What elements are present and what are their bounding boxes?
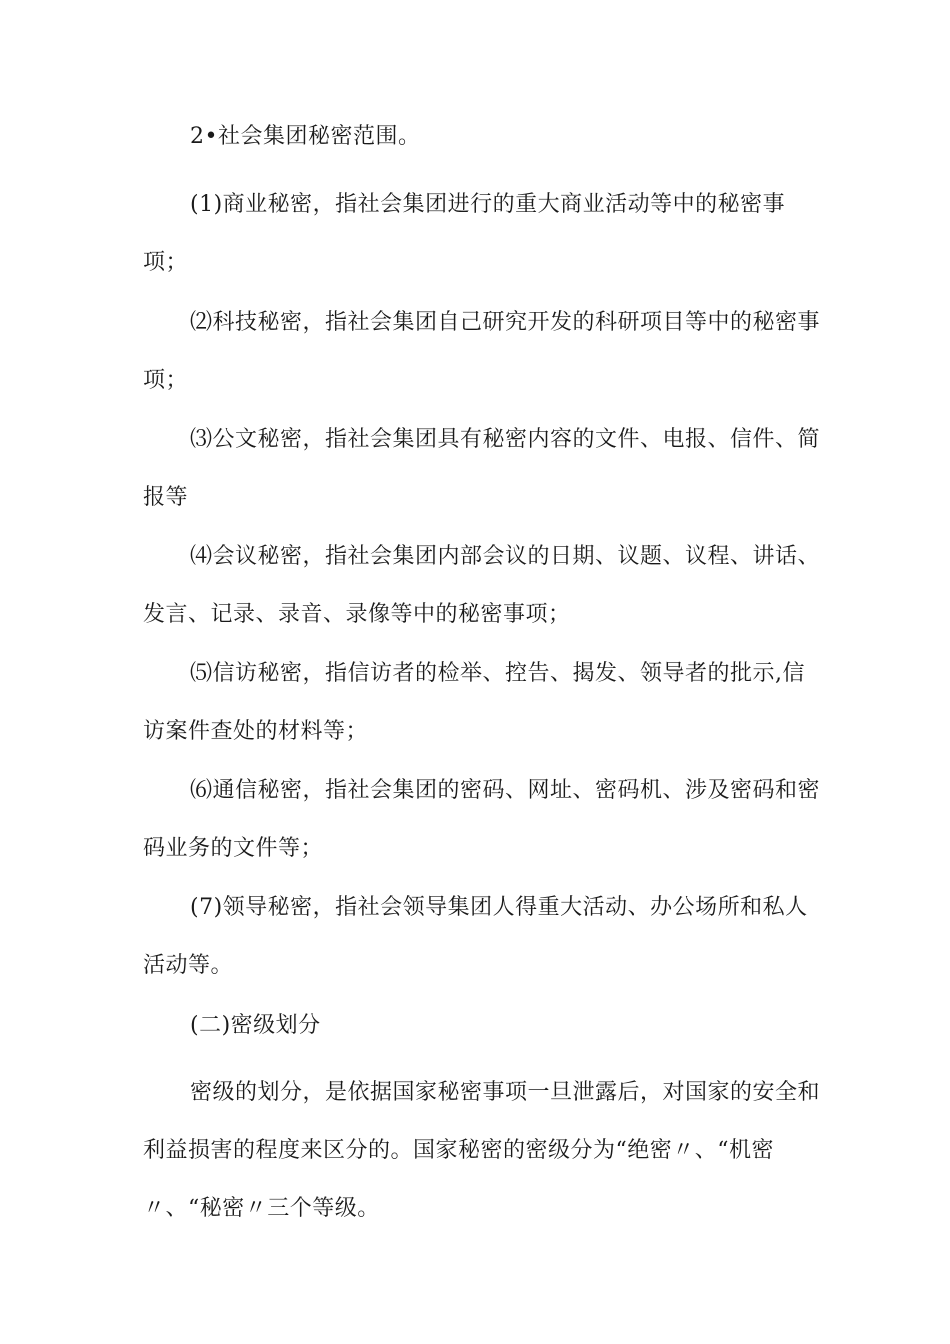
paragraph-classification-levels: 密级的划分，是依据国家秘密事项一旦泄露后，对国家的安全和利益损害的程度来区分的。国家秘密的密级分为“绝密〃、“机密〃、“秘密〃三个等级。 (143, 1080, 821, 1221)
paragraph-meeting-secret: ⑷会议秘密，指社会集团内部会议的日期、议题、议程、讲话、发言、记录、录音、录像等中的秘密事项； (143, 544, 821, 627)
paragraph-commercial-secret: (1)商业秘密，指社会集团进行的重大商业活动等中的秘密事项； (143, 192, 786, 275)
section-heading-scope: 2•社会集团秘密范围。 (190, 124, 421, 149)
paragraph-leadership-secret: (7)领导秘密，指社会领导集团人得重大活动、办公场所和私人活动等。 (143, 895, 808, 978)
paragraph-petition-secret: ⑸信访秘密，指信访者的检举、控告、揭发、领导者的批示,信访案件查处的材料等； (143, 661, 805, 744)
paragraph-tech-secret: ⑵科技秘密，指社会集团自己研究开发的科研项目等中的秘密事项； (143, 310, 821, 393)
paragraph-communication-secret: ⑹通信秘密，指社会集团的密码、网址、密码机、涉及密码和密码业务的文件等； (143, 778, 821, 861)
section-heading-classification: (二)密级划分 (190, 1013, 321, 1038)
paragraph-document-secret: ⑶公文秘密，指社会集团具有秘密内容的文件、电报、信件、简报等 (143, 427, 821, 510)
